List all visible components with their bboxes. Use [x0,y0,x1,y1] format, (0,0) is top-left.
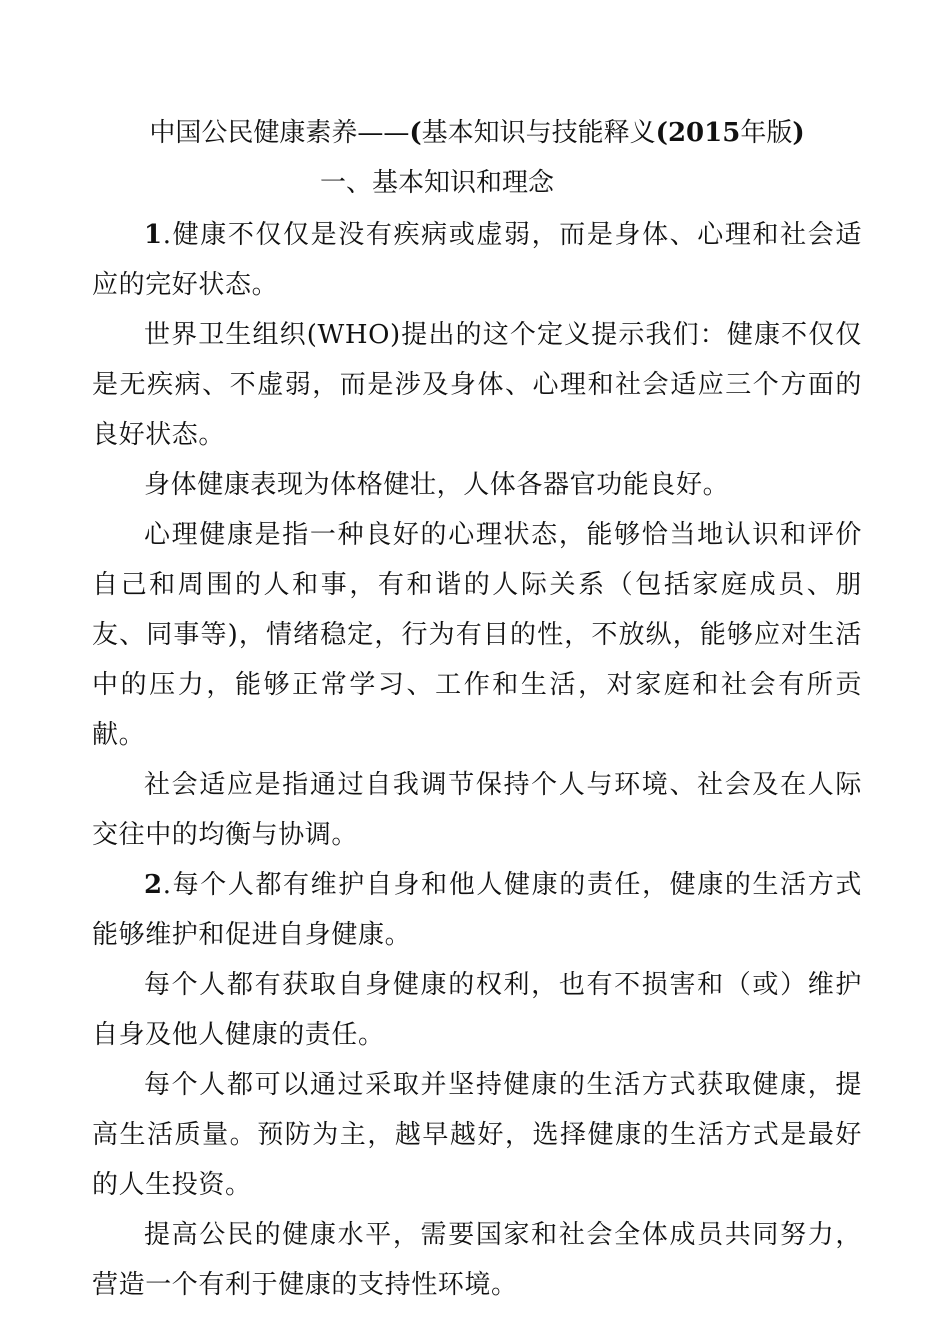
item-number-sep: . [162,870,172,900]
paragraph-3 [92,460,862,510]
title-suffix: 年版 [740,118,793,148]
paragraph-text: 每个人都可以通过采取并坚持健康的生活方式获取健康，提高生活质量。预防为主，越早越好，选择健康的生活方式是最好的人生投资。 [92,1070,862,1200]
title-paren-open: ( [409,118,422,148]
item-number: 2 [144,870,163,900]
paragraph-text: 提高公民的健康水平，需要国家和社会全体成员共同努力，营造一个有利于健康的支持性环境。 [92,1220,862,1300]
title-paren-inner: ( [655,118,668,148]
paragraph-text: 每个人都有获取自身健康的权利，也有不损害和（或）维护自身及他人健康的责任。 [92,970,862,1050]
paragraph-2 [92,310,862,460]
item-number-sep: . [162,220,172,250]
title-paren-close: ) [792,118,805,148]
paragraph-5 [92,760,862,860]
paragraph-6 [92,860,862,960]
paragraph-7 [92,960,862,1060]
paragraph-text: 每个人都有维护自身和他人健康的责任，健康的生活方式能够维护和促进自身健康。 [92,870,862,950]
section-heading: 一、基本知识和理念 [320,168,555,198]
paragraph-text: 健康不仅仅是没有疾病或虚弱，而是身体、心理和社会适应的完好状态。 [92,220,862,300]
item-number: 1 [144,220,163,250]
title-main: 基本知识与技能释义 [421,118,656,148]
paragraph-text: 心理健康是指一种良好的心理状态，能够恰当地认识和评价自己和周围的人和事，有和谐的人际关系（包括家庭成员、朋友、同事等)，情绪稳定，行为有目的性，不放纵，能够应对生活中的压力，能够正常学习、工作和生活，对家庭和社会有所贡献。 [92,520,862,750]
document-page [92,112,862,1310]
title-year: 2015 [667,118,741,148]
paragraph-text: 身体健康表现为体格健壮，人体各器官功能良好。 [144,470,730,500]
paragraph-8 [92,1060,862,1210]
document-title [92,112,862,154]
paragraph-4 [92,510,862,760]
paragraph-text: 世界卫生组织(WHO)提出的这个定义提示我们：健康不仅仅是无疾病、不虚弱，而是涉及身体、心理和社会适应三个方面的良好状态。 [92,320,862,450]
paragraph-text: 社会适应是指通过自我调节保持个人与环境、社会及在人际交往中的均衡与协调。 [92,770,862,850]
title-prefix: 中国公民健康素养—— [149,118,410,148]
paragraph-1 [92,210,862,310]
paragraph-9 [92,1210,862,1310]
